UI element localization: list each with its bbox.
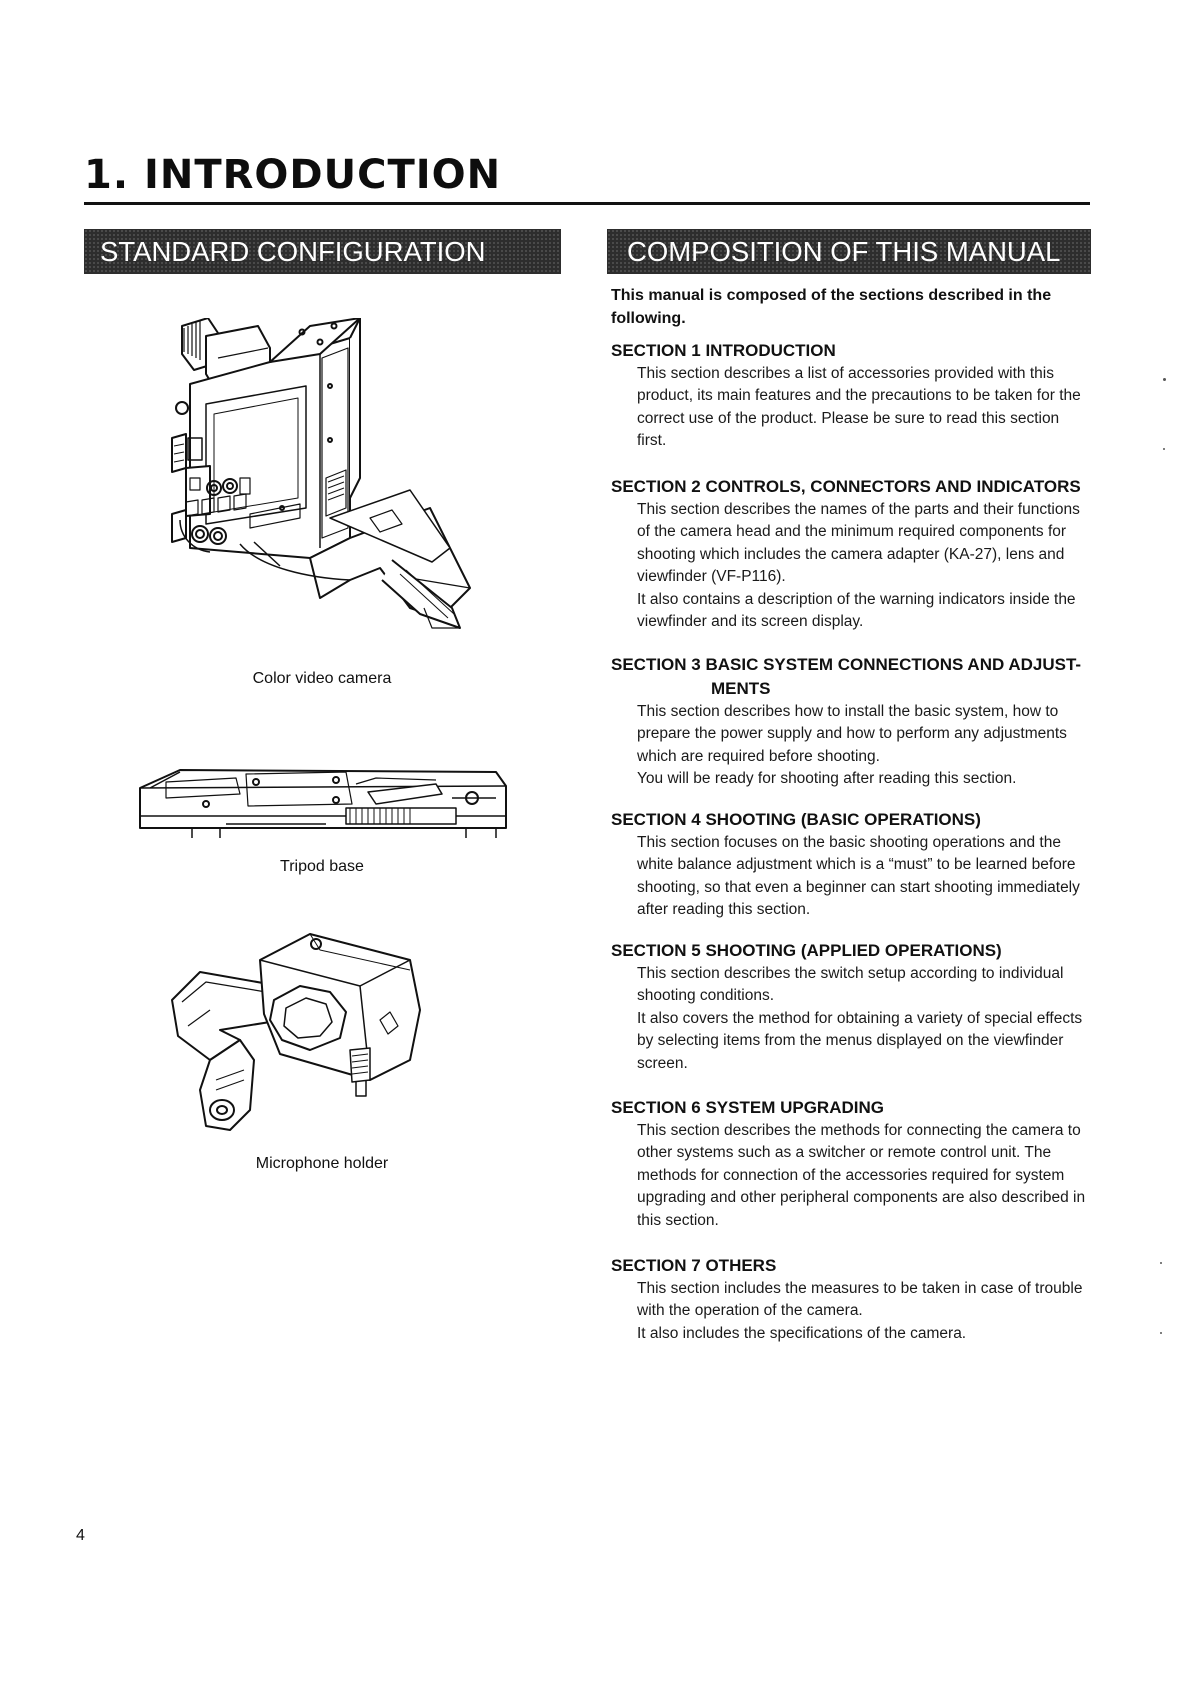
composition-heading: COMPOSITION OF THIS MANUAL — [607, 229, 1091, 274]
section-heading: SECTION 2 CONTROLS, CONNECTORS AND INDICATORS — [611, 477, 1081, 496]
section-paragraph: This section describes how to install the basic system, how to prepare the power supply and how to perform any adjustments which are required before shooting. — [637, 703, 1067, 765]
caption-color-video-camera: Color video camera — [252, 670, 392, 687]
scan-speck — [1160, 1332, 1162, 1334]
section-heading: SECTION 5 SHOOTING (APPLIED OPERATIONS) — [611, 941, 1002, 960]
section-heading: SECTION 7 OTHERS — [611, 1256, 777, 1275]
standard-configuration-heading: STANDARD CONFIGURATION — [84, 229, 561, 274]
section-paragraph: You will be ready for shooting after reading this section. — [637, 770, 1017, 788]
page-number: 4 — [76, 1527, 85, 1544]
section-paragraph: This section describes the switch setup according to individual shooting conditions. — [637, 965, 1064, 1005]
section-paragraph: This section focuses on the basic shooting operations and the white balance adjustment which is a “must” to be learned before shooting, so that even a beginner can start shooting immediately after reading this section. — [637, 834, 1080, 919]
section-heading: SECTION 6 SYSTEM UPGRADING — [611, 1098, 884, 1117]
caption-tripod-base: Tripod base — [280, 858, 364, 875]
section-paragraph: This section describes the names of the parts and their functions of the camera head and the minimum required components for shooting which includes the camera adapter (KA-27), lens and viewfinder (VF-P116). — [637, 501, 1080, 586]
scan-speck — [1163, 448, 1165, 450]
page-title: 1. INTRODUCTION — [84, 152, 502, 198]
microphone-holder-illustration — [170, 930, 450, 1140]
section-4 — [611, 808, 1091, 922]
section-heading-line2: MENTS — [711, 679, 771, 698]
section-paragraph: This section includes the measures to be taken in case of trouble with the operation of the camera. — [637, 1280, 1083, 1320]
section-2 — [611, 475, 1091, 633]
section-heading: SECTION 1 INTRODUCTION — [611, 341, 836, 360]
section-paragraph: This section describes a list of accessories provided with this product, its main features and the precautions to be taken for the correct use of the product. Please be sure to read this section first. — [637, 365, 1081, 450]
section-paragraph: It also contains a description of the warning indicators inside the viewfinder and its screen display. — [637, 590, 1076, 631]
tripod-base-illustration — [136, 764, 510, 840]
caption-microphone-holder: Microphone holder — [255, 1155, 389, 1172]
section-paragraph: It also covers the method for obtaining a variety of special effects by selecting items from the menus displayed on the viewfinder screen. — [637, 1009, 1083, 1072]
scan-speck — [1160, 1262, 1162, 1264]
composition-intro: This manual is composed of the sections described in the following. — [611, 287, 1052, 327]
color-video-camera-illustration — [170, 318, 510, 668]
section-heading — [611, 653, 1091, 701]
section-paragraph: It also includes the specifications of the camera. — [637, 1324, 967, 1342]
section-6 — [611, 1096, 1091, 1232]
section-1 — [611, 339, 1091, 453]
scan-speck — [1163, 378, 1166, 381]
section-heading-line1: SECTION 3 BASIC SYSTEM CONNECTIONS AND ADJUST- — [611, 655, 1082, 674]
title-rule — [84, 202, 1090, 205]
section-heading: SECTION 4 SHOOTING (BASIC OPERATIONS) — [611, 810, 981, 829]
section-7 — [611, 1254, 1091, 1345]
section-5 — [611, 939, 1091, 1075]
section-paragraph: This section describes the methods for connecting the camera to other systems such as a switcher or remote control unit. The methods for connection of the accessories required for system upgrading and other peripheral components are also described in this section. — [637, 1122, 1086, 1229]
section-3 — [611, 653, 1091, 791]
